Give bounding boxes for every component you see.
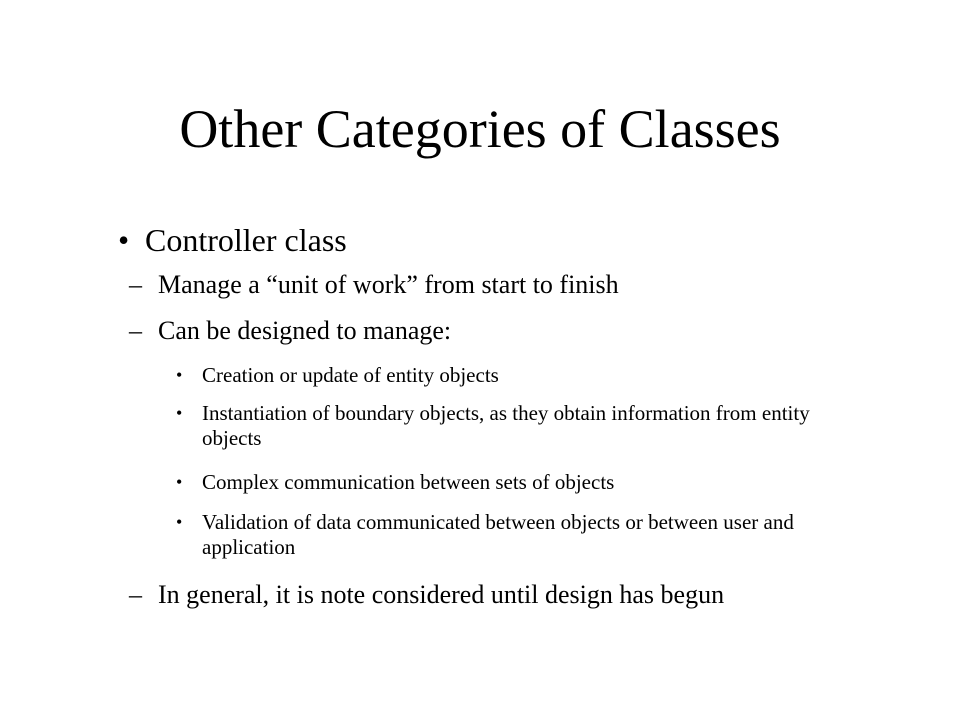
sub-item-text: Creation or update of entity objects xyxy=(202,363,499,387)
dash-marker: – xyxy=(129,316,142,345)
sub-bullet-marker: • xyxy=(176,365,183,385)
main-bullet-text: Controller class xyxy=(145,222,347,258)
sub-item-text: Validation of data communicated between objects or between user and application xyxy=(202,510,794,559)
sub-bullet-marker: • xyxy=(176,403,183,423)
sub-item-text: Instantiation of boundary objects, as they obtain information from entity objects xyxy=(202,401,810,450)
sub-item-text: Complex communication between sets of objects xyxy=(202,470,615,494)
dash-marker: – xyxy=(129,270,142,299)
sub-bullet-marker: • xyxy=(176,512,183,532)
slide-title: Other Categories of Classes xyxy=(179,99,781,159)
dash-item-text: In general, it is note considered until design has begun xyxy=(158,580,725,609)
dash-item-text: Manage a “unit of work” from start to finish xyxy=(158,270,619,299)
sub-bullet-marker: • xyxy=(176,472,183,492)
dash-marker: – xyxy=(129,580,142,609)
bullet-marker: • xyxy=(118,222,130,258)
dash-item-text: Can be designed to manage: xyxy=(158,316,452,345)
